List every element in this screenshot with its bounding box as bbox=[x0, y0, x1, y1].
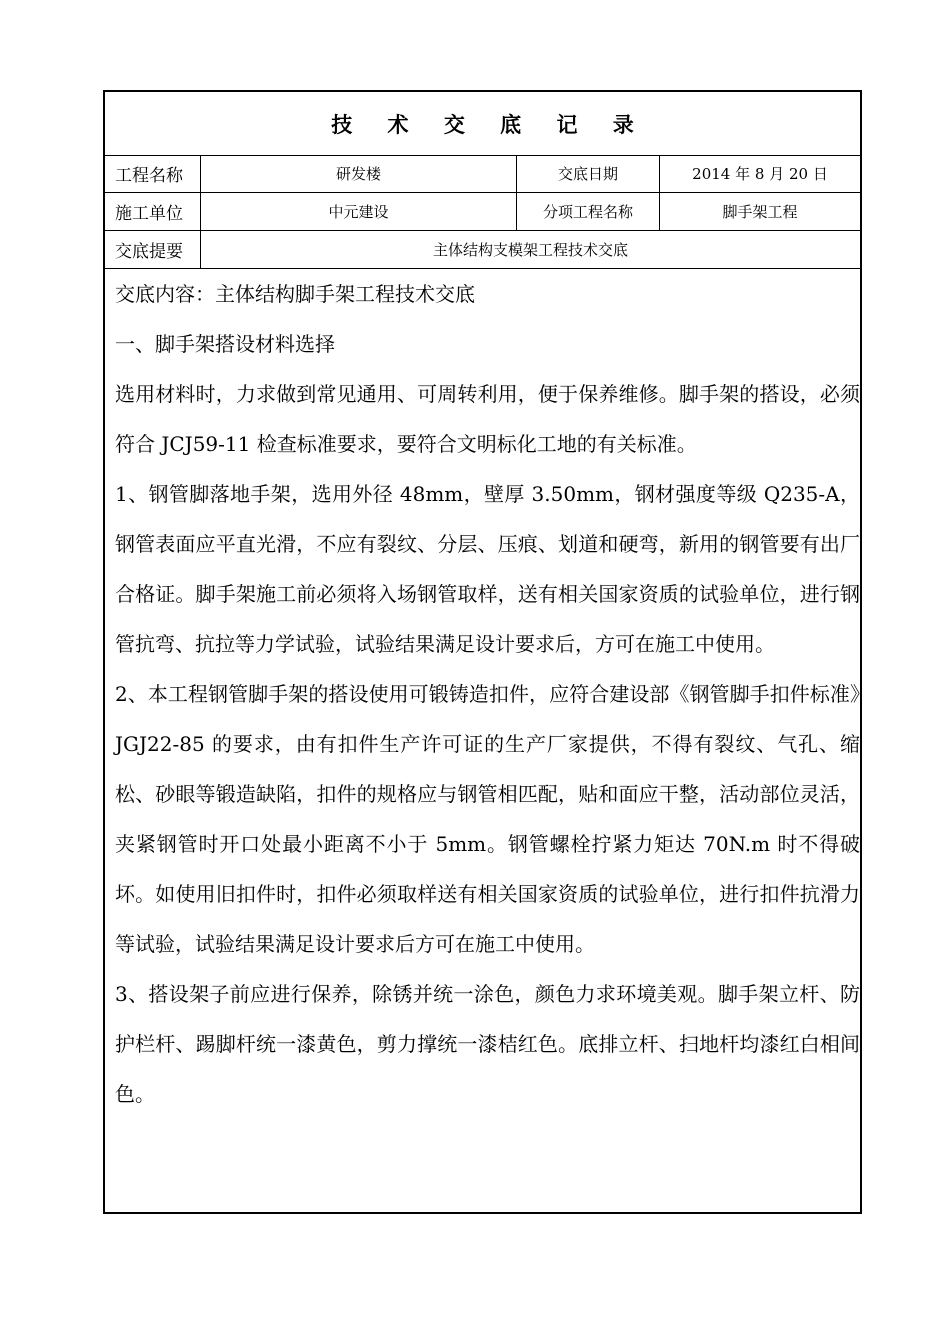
disclosure-content bbox=[115, 269, 860, 1119]
label-sub-project: 分项工程名称 bbox=[517, 193, 660, 230]
value-construction-unit: 中元建设 bbox=[201, 193, 517, 230]
info-row-project bbox=[105, 155, 860, 193]
label-summary: 交底提要 bbox=[105, 231, 201, 268]
form-title: 技 术 交 底 记 录 bbox=[331, 112, 648, 137]
label-disclosure-date: 交底日期 bbox=[517, 155, 660, 192]
form-title-row bbox=[105, 92, 860, 156]
value-project-name: 研发楼 bbox=[201, 155, 517, 192]
content-heading: 交底内容：主体结构脚手架工程技术交底 bbox=[115, 282, 475, 306]
item-3-paragraph: 3、搭设架子前应进行保养，除锈并统一涂色，颜色力求环境美观。脚手架立杆、防护栏杆、踢脚杆统一漆黄色，剪力撑统一漆桔红色。底排立杆、扫地杆均漆红白相间色。 bbox=[115, 982, 860, 1106]
intro-paragraph: 选用材料时，力求做到常见通用、可周转利用，便于保养维修。脚手架的搭设，必须符合 JCJ59-11 检查标准要求，要符合文明标化工地的有关标准。 bbox=[115, 382, 860, 456]
disclosure-record-form bbox=[103, 90, 862, 1214]
label-construction-unit: 施工单位 bbox=[105, 193, 201, 230]
item-1-paragraph: 1、钢管脚落地手架，选用外径 48mm，壁厚 3.50mm，钢材强度等级 Q235-A，钢管表面应平直光滑，不应有裂纹、分层、压痕、划道和硬弯，新用的钢管要有出厂合格证。脚手架施工前必须将入场钢管取样，送有相关国家资质的试验单位，进行钢管抗弯、抗拉等力学试验，试验结果满足设计要求后，方可在施工中使用。 bbox=[115, 482, 860, 656]
item-2-paragraph: 2、本工程钢管脚手架的搭设使用可锻铸造扣件，应符合建设部《钢管脚手扣件标准》JGJ22-85 的要求，由有扣件生产许可证的生产厂家提供，不得有裂纹、气孔、缩松、砂眼等锻造缺陷，扣件的规格应与钢管相匹配，贴和面应干整，活动部位灵活，夹紧钢管时开口处最小距离不小于 5mm。钢管螺栓拧紧力矩达 70N.m 时不得破坏。如使用旧扣件时，扣件必须取样送有相关国家资质的试验单位，进行扣件抗滑力等试验，试验结果满足设计要求后方可在施工中使用。 bbox=[115, 682, 860, 956]
section-title: 一、脚手架搭设材料选择 bbox=[115, 332, 335, 356]
value-sub-project: 脚手架工程 bbox=[722, 203, 798, 221]
value-summary: 主体结构支模架工程技术交底 bbox=[432, 241, 628, 259]
info-row-summary bbox=[105, 231, 860, 269]
label-project-name: 工程名称 bbox=[105, 155, 201, 192]
info-row-contractor bbox=[105, 193, 860, 231]
value-disclosure-date: 2014 年 8 月 20 日 bbox=[692, 165, 828, 183]
